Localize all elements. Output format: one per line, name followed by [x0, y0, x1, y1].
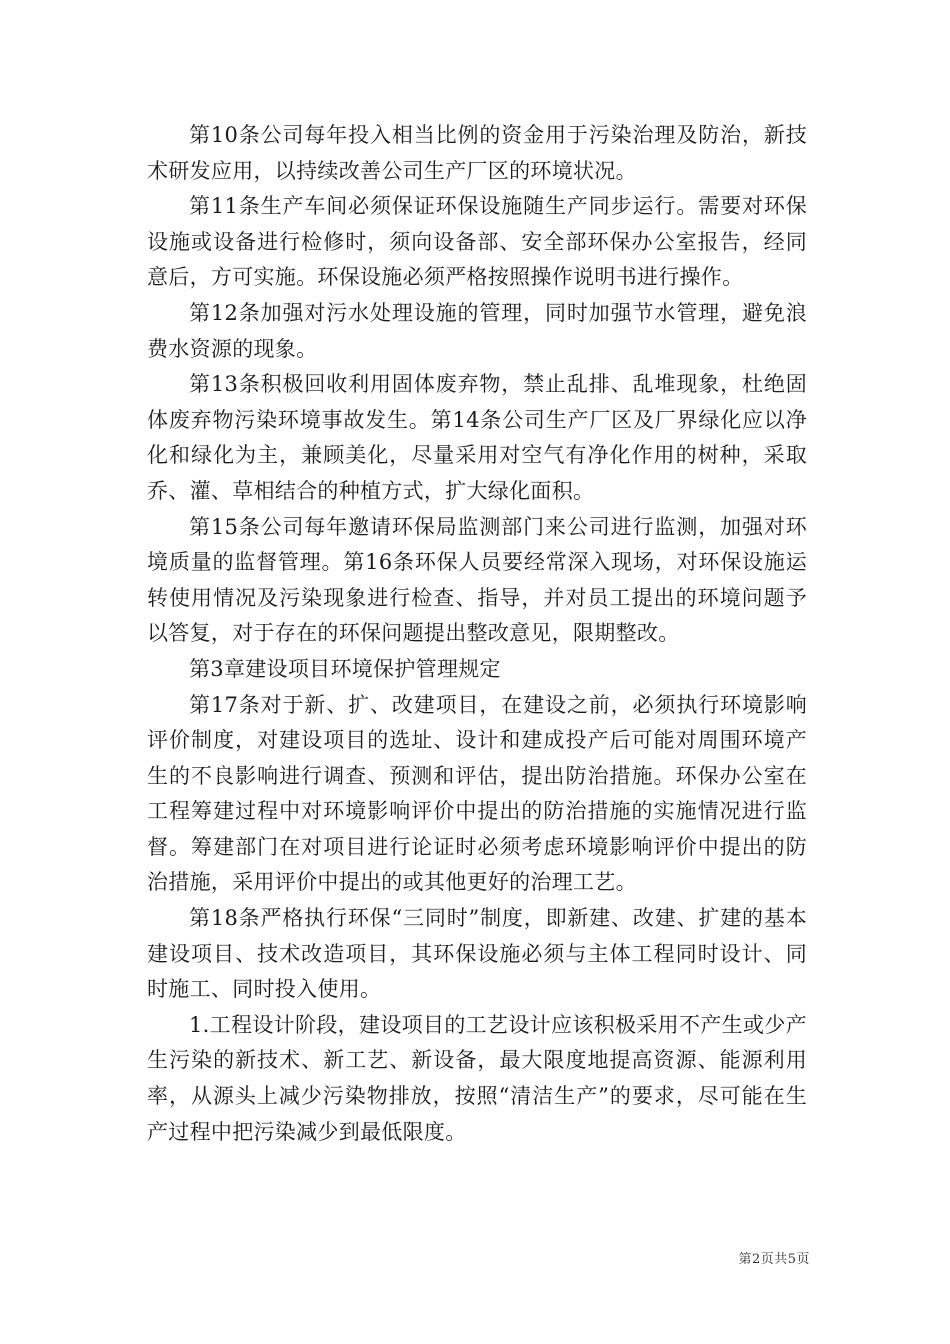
chapter-heading: 第3章建设项目环境保护管理规定	[189, 656, 501, 681]
paragraph-article-13-14: 第13条积极回收利用固体废弃物，禁止乱排、乱堆现象，杜绝固体废弃物污染环境事故发生。第14条公司生产厂区及厂界绿化应以净化和绿化为主，兼顾美化，尽量采用对空气有净化作用的树种，采取乔、灌、草相结合的种植方式，扩大绿化面积。	[147, 372, 807, 503]
page-number: 第2页共5页	[738, 1252, 810, 1267]
paragraph-item-1: 1.工程设计阶段，建设项目的工艺设计应该积极采用不产生或少产生污染的新技术、新工艺、新设备，最大限度地提高资源、能源利用率，从源头上减少污染物排放，按照“清洁生产”的要求，尽可能在生产过程中把污染减少到最低限度。	[147, 1012, 807, 1144]
paragraph-article-15-16: 第15条公司每年邀请环保局监测部门来公司进行监测，加强对环境质量的监督管理。第16条环保人员要经常深入现场，对环保设施运转使用情况及污染现象进行检查、指导，并对员工提出的环境问题予以答复，对于存在的环保问题提出整改意见，限期整改。	[147, 514, 807, 646]
document-body	[147, 118, 807, 1150]
paragraph-article-10: 第10条公司每年投入相当比例的资金用于污染治理及防治，新技术研发应用，以持续改善公司生产厂区的环境状况。	[147, 123, 807, 183]
paragraph-article-17: 第17条对于新、扩、改建项目，在建设之前，必须执行环境影响评价制度，对建设项目的选址、设计和建成投产后可能对周围环境产生的不良影响进行调查、预测和评估，提出防治措施。环保办公室在工程筹建过程中对环境影响评价中提出的防治措施的实施情况进行监督。筹建部门在对项目进行论证时必须考虑环境影响评价中提出的防治措施，采用评价中提出的或其他更好的治理工艺。	[147, 692, 807, 895]
paragraph-article-12: 第12条加强对污水处理设施的管理，同时加强节水管理，避免浪费水资源的现象。	[147, 300, 807, 361]
paragraph-article-18: 第18条严格执行环保“三同时”制度，即新建、改建、扩建的基本建设项目、技术改造项目，其环保设施必须与主体工程同时设计、同时施工、同时投入使用。	[147, 906, 807, 1002]
paragraph-article-11: 第11条生产车间必须保证环保设施随生产同步运行。需要对环保设施或设备进行检修时，须向设备部、安全部环保办公室报告，经同意后，方可实施。环保设施必须严格按照操作说明书进行操作。	[147, 194, 807, 290]
